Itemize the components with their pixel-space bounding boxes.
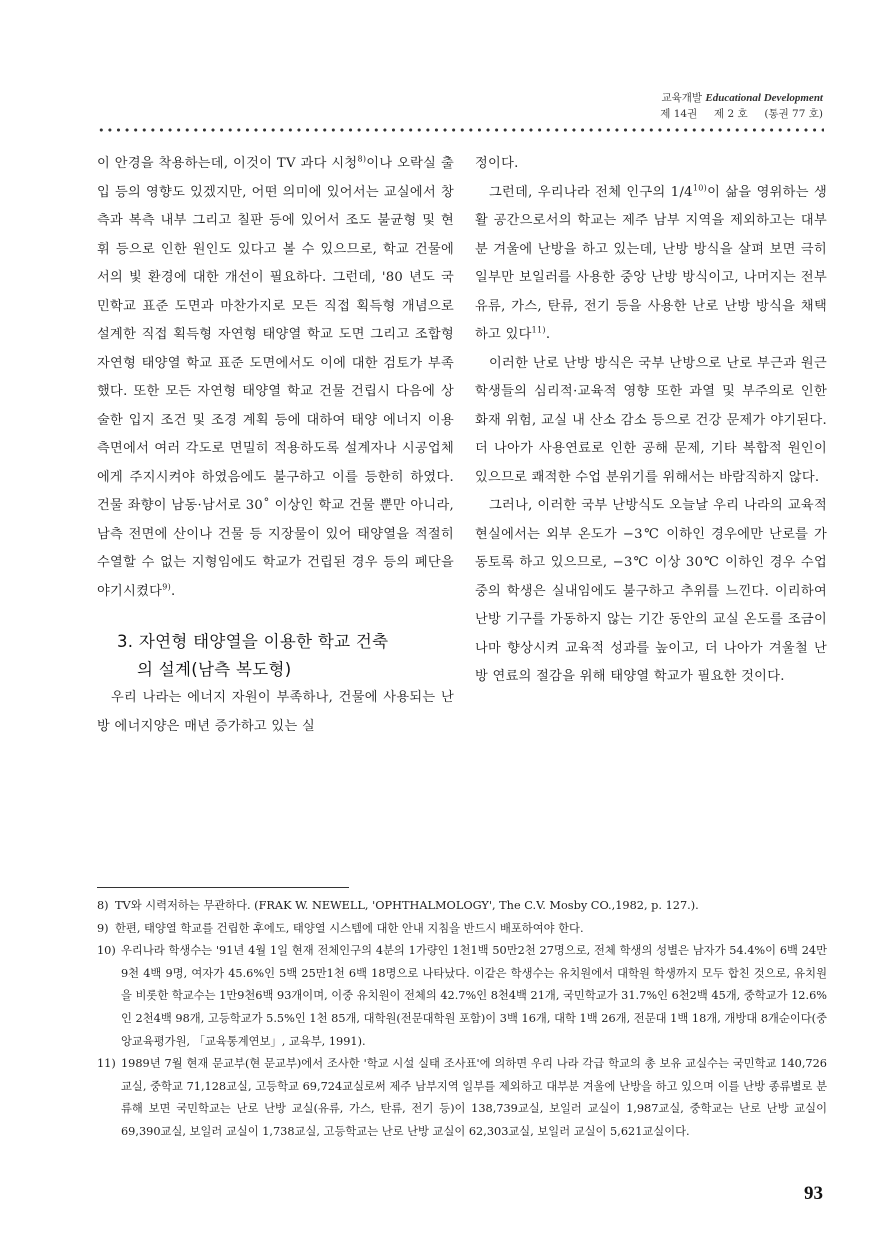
footnote bbox=[97, 1053, 827, 1143]
footnote-ref[interactable]: 9) bbox=[162, 582, 172, 592]
dotted-divider bbox=[97, 127, 824, 133]
footnote-ref[interactable]: 11) bbox=[531, 325, 546, 335]
footnote-text: 우리나라 학생수는 '91년 4월 1일 현재 전체인구의 4분의 1가량인 1천1백 50만2천 27명으로, 전체 학생의 성별은 남자가 54.4%이 6백 24만9천 4백 9명, 여자가 45.6%인 5백 25만1천 6백 18명으로 나타났다. 이같은 학생수는 유치원에서 대학원 학생까지 모두 합친 것으로, 유치원을 비롯한 학교수는 1만9천6백 93개이며, 이중 유치원이 전체의 42.7%인 8천4백 21개, 국민학교가 31.7%인 6천2백 45개, 중학교가 12.6%인 2천4백 98개, 고등학교가 5.5%인 1천 85개, 대학원(전문대학원 포함)이 3백 16개, 대학 1백 26개, 전문대 1백 18개, 개방대 8개순이다(중앙교육평가원, 「교육통계연보」, 교육부, 1991). bbox=[121, 944, 827, 1048]
issue: 제 2 호 bbox=[713, 108, 748, 120]
paragraph: 이러한 난로 난방 방식은 국부 난방으로 난로 부근과 원근 학생들의 심리적·교육적 영향 또한 과열 및 부주의로 인한 화재 위험, 교실 내 산소 감소 등으로 건강 문제가 야기된다. 더 나아가 사용연료로 인한 공해 문제, 기타 복합적 원인이 있으므로 쾌적한 수업 분위기를 위해서는 바람직하지 않다. bbox=[475, 355, 827, 485]
right-column bbox=[475, 150, 827, 692]
section-heading: 3. 자연형 태양열을 이용한 학교 건축 의 설계(남측 복도형) bbox=[117, 632, 389, 679]
total-issue: (통권 77 호) bbox=[764, 108, 823, 120]
footnote-ref[interactable]: 10) bbox=[692, 183, 708, 193]
footnote bbox=[97, 940, 827, 1053]
issue-info bbox=[660, 106, 823, 122]
journal-title-en: Educational Development bbox=[705, 92, 823, 104]
footnote-ref[interactable]: 8) bbox=[357, 154, 367, 164]
journal-title bbox=[660, 90, 823, 106]
paragraph: 그런데, 우리나라 전체 인구의 1/4$^{10)}$이 삶을 영위하는 생활 공간으로서의 학교는 제주 남부 지역을 제외하고는 대부분 겨울에 난방을 하고 있는데, 난방 방식을 살펴 보면 극히 일부만 보일러를 사용한 중앙 난방 방식이고, 나머지는 전부 유류, 가스, 탄류, 전기 등을 사용한 난로 난방 방식을 채택하고 있다$^{11)}$. bbox=[475, 183, 827, 342]
footnote-text: 1989년 7월 현재 문교부(현 문교부)에서 조사한 '학교 시설 실태 조사표'에 의하면 우리 나라 각급 학교의 총 보유 교실수는 국민학교 140,726교실, 중학교 71,128교실, 고등학교 69,724교실로써 제주 남부지역 일부를 제외하고 대부분 겨울에 난방을 하고 있으며 이를 난방 종류별로 분류해 보면 국민학교는 난로 난방 교실(유류, 가스, 탄류, 전기 등)이 138,739교실, 보일러 교실이 1,987교실, 중학교는 난로 난방 교실이 69,390교실, 보일러 교실이 1,738교실, 고등학교는 난로 난방 교실이 62,303교실, 보일러 교실이 5,621교실이다. bbox=[121, 1057, 827, 1138]
footnotes bbox=[97, 895, 827, 1144]
paragraph: 이 안경을 착용하는데, 이것이 TV 과다 시청$^{8)}$이나 오락실 출입 등의 영향도 있겠지만, 어떤 의미에 있어서는 교실에서 창측과 복측 내부 그리고 칠판 등에 있어서 조도 불균형 및 현휘 등으로 인한 원인도 있다고 볼 수 있으므로, 학교 건물에서의 빛 환경에 대한 개선이 필요하다. 그런데, '80 년도 국민학교 표준 도면과 마찬가지로 모든 직접 획득형 개념으로 설계한 직접 획득형 자연형 태양열 학교 도면 그리고 조합형 자연형 태양열 학교 표준 도면에서도 이에 대한 검토가 부족했다. 또한 모든 자연형 태양열 학교 건물 건립시 다음에 상술한 입지 조건 및 조경 계획 등에 대하여 태양 에너지 이용 측면에서 여러 각도로 면밀히 적용하도록 설계자나 시공업체에게 주지시켜야 하였음에도 불구하고 이를 등한히 하였다. 건물 좌향이 남동·남서로 30˚ 이상인 학교 건물 뿐만 아니라, 남측 전면에 산이나 건물 등 지장물이 있어 태양열을 적절히 수열할 수 없는 지형임에도 학교가 건립된 경우 등의 폐단을 야기시켰다$^{9)}$. bbox=[97, 154, 454, 599]
running-header bbox=[660, 90, 823, 122]
footnote-number: 10) bbox=[97, 944, 116, 958]
footnote-number: 11) bbox=[97, 1057, 116, 1071]
footnote-text: 한편, 태양열 학교를 건립한 후에도, 태양열 시스템에 대한 안내 지침을 반드시 배포하여야 한다. bbox=[115, 921, 584, 935]
volume: 제 14권 bbox=[660, 108, 698, 120]
journal-title-ko: 교육개발 bbox=[661, 92, 703, 104]
footnote-number: 8) bbox=[97, 899, 109, 912]
paragraph: 그러나, 이러한 국부 난방식도 오늘날 우리 나라의 교육적 현실에서는 외부 온도가 −3℃ 이하인 경우에만 난로를 가동토록 하고 있으므로, −3℃ 이상 30℃ 이하인 경우 수업중의 학생은 실내임에도 불구하고 추위를 느낀다. 이리하여 난방 기구를 가동하지 않는 기간 동안의 교실 온도를 조금이나마 향상시켜 교육적 성과를 높이고, 더 나아가 겨울철 난방 연료의 절감을 위해 태양열 학교가 필요한 것이다. bbox=[475, 498, 827, 684]
footnote-text: TV와 시력저하는 무관하다. (FRAK W. NEWELL, 'OPHTHALMOLOGY', The C.V. Mosby CO.,1982, p. 127.). bbox=[115, 899, 699, 912]
paragraph: 우리 나라는 에너지 자원이 부족하나, 건물에 사용되는 난방 에너지양은 매년 증가하고 있는 실 bbox=[97, 690, 454, 734]
page-number: 93 bbox=[804, 1183, 823, 1204]
footnote bbox=[97, 918, 827, 941]
paragraph: 정이다. bbox=[475, 156, 519, 171]
footnote bbox=[97, 895, 827, 918]
footnote-rule bbox=[97, 887, 349, 888]
footnote-number: 9) bbox=[97, 921, 109, 935]
left-column bbox=[97, 150, 454, 741]
